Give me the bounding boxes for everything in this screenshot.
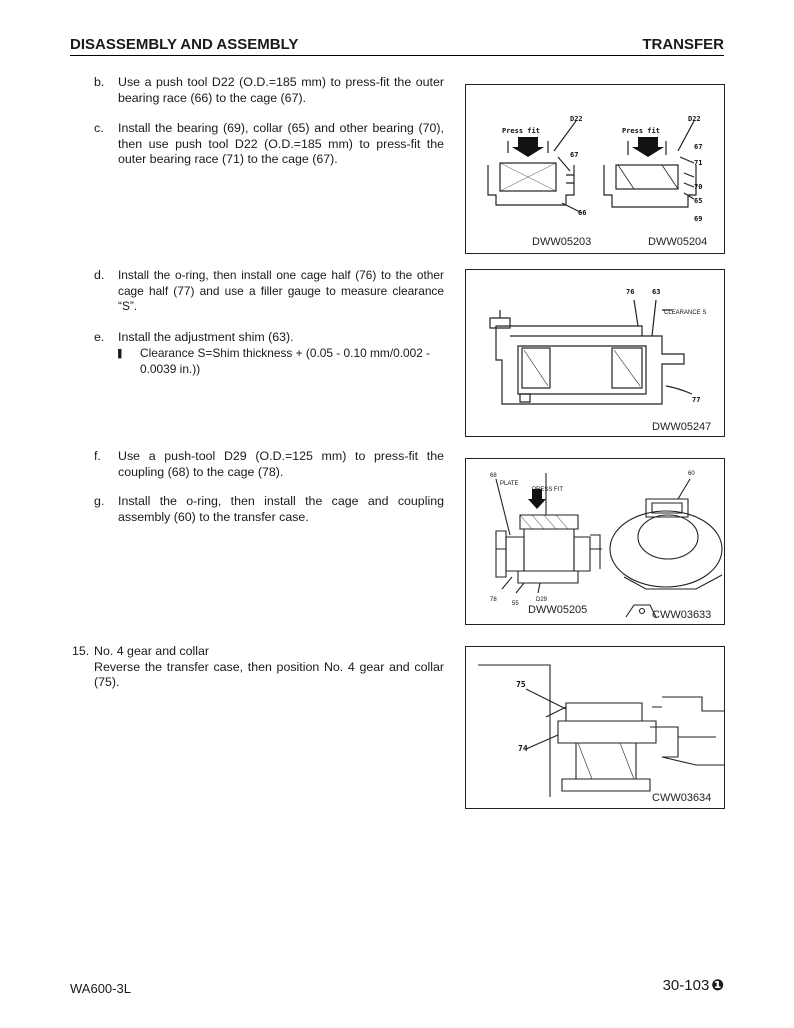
figure-bearing-race-press-fit [465, 84, 725, 254]
label-d22-left: D22 [570, 115, 583, 123]
step-d [94, 268, 444, 318]
label-77: 77 [692, 396, 701, 404]
step-15 [72, 644, 446, 694]
caption-left: DWW05203 [532, 236, 592, 248]
step-text: Install the o-ring, then install one cage half (76) to the other cage half (77) and use a filler gauge to measure clearance “S”. [118, 268, 444, 313]
header-chapter-title: TRANSFER [642, 36, 724, 53]
label-d29: D29 [536, 597, 548, 603]
label-press-fit-right: Press fit [622, 127, 660, 135]
header-section-title: DISASSEMBLY AND ASSEMBLY [70, 36, 299, 53]
caption: CWW03634 [652, 792, 712, 804]
gear-collar-drawing [466, 647, 724, 808]
label-55: 55 [512, 601, 519, 607]
label-clearance-s: CLEARANCE S [664, 310, 707, 316]
figure-no4-gear-collar [465, 646, 725, 809]
step-label: e. [94, 330, 105, 344]
step-text: Install the bearing (69), collar (65) and other bearing (70), then use push tool D22 (O.D.=185 mm) to press-fit the outer bearing race (71) to the cage (67). [118, 121, 444, 166]
label-76: 76 [626, 288, 635, 296]
label-plate: PLATE [500, 481, 519, 487]
step-c [94, 121, 444, 171]
step-label: b. [94, 75, 105, 89]
coupling-press-fit-drawing [466, 459, 724, 624]
step-label: 15. [72, 644, 90, 658]
label-66: 66 [578, 209, 587, 217]
step-text: No. 4 gear and collar Reverse the transfer case, then position No. 4 gear and collar (75). [94, 644, 444, 689]
label-65: 65 [694, 197, 703, 205]
step-label: d. [94, 268, 105, 282]
label-63: 63 [652, 288, 661, 296]
label-67-left: 67 [570, 151, 579, 159]
label-60: 60 [688, 471, 695, 477]
step-label: g. [94, 494, 105, 508]
label-74: 74 [518, 744, 528, 753]
revision-mark-icon: ❶ [711, 976, 724, 994]
caption-right: CWW03633 [652, 609, 712, 621]
label-78: 78 [490, 597, 497, 603]
header-rule [70, 55, 724, 56]
label-68: 68 [490, 473, 497, 479]
label-press-fit: PRESS FIT [532, 487, 564, 493]
step-text: Use a push tool D22 (O.D.=185 mm) to press-fit the outer bearing race (66) to the cage (67). [118, 75, 444, 105]
label-press-fit-left: Press fit [502, 127, 540, 135]
bullet-icon: ❚ [116, 348, 124, 358]
step-text: Install the adjustment shim (63). [118, 330, 294, 344]
page-number: 30-103 [662, 977, 710, 994]
step-label: c. [94, 121, 104, 135]
clearance-text: Clearance S=Shim thickness + (0.05 - 0.10 mm/0.002 - 0.0039 in.)) [140, 346, 431, 376]
label-69: 69 [694, 215, 703, 223]
label-75: 75 [516, 680, 526, 689]
caption-right: DWW05204 [648, 236, 708, 248]
step-text: Use a push-tool D29 (O.D.=125 mm) to press-fit the coupling (68) to the cage (78). [118, 449, 444, 479]
bearing-press-fit-drawing [466, 85, 724, 253]
step-b [94, 75, 444, 109]
label-67-right: 67 [694, 143, 703, 151]
label-70: 70 [694, 183, 703, 191]
step-text: Install the o-ring, then install the cage and coupling assembly (60) to the transfer case. [118, 494, 444, 524]
footer-page [663, 976, 724, 994]
step-g [94, 494, 444, 528]
step-e-clearance [116, 346, 446, 380]
caption: DWW05247 [652, 421, 712, 433]
caption-left: DWW05205 [528, 604, 588, 616]
figure-cage-clearance [465, 269, 725, 437]
figure-coupling-press-fit [465, 458, 725, 625]
cage-clearance-drawing [466, 270, 724, 436]
label-d22-right: D22 [688, 115, 701, 123]
label-71: 71 [694, 159, 703, 167]
step-f [94, 449, 444, 483]
footer-model: WA600-3L [70, 981, 131, 996]
step-label: f. [94, 449, 101, 463]
